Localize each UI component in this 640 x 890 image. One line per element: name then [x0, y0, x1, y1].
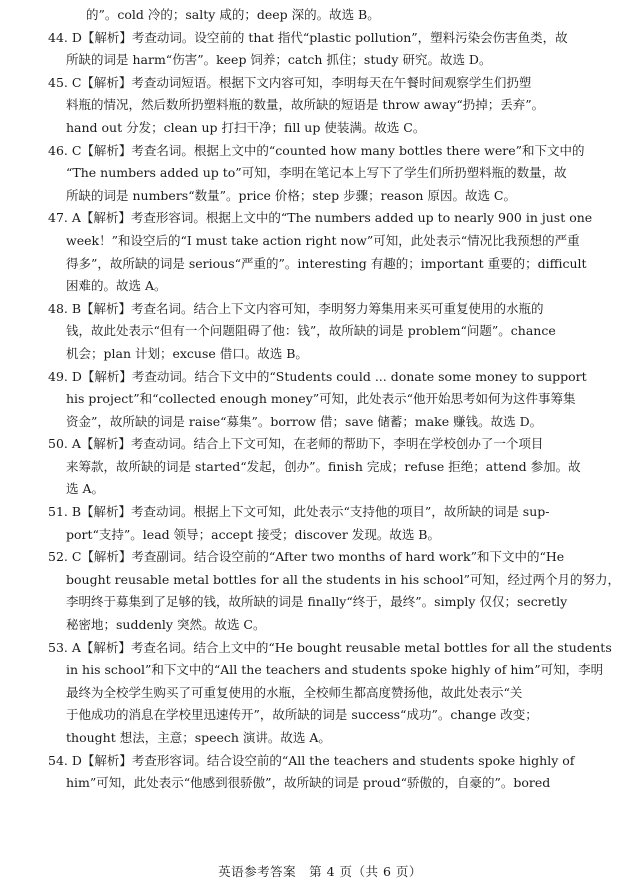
answer-item: [48, 501, 598, 546]
answer-line: 46. C【解析】考查名词。根据上文中的“counted how many bottles there were”和下文中的: [48, 142, 585, 158]
answer-text: [48, 637, 612, 750]
answer-line: 51. B【解析】考查动词。根据上下文可知，此处表示“支持他的项目”，故所缺的词是 sup-: [48, 504, 550, 520]
answer-line: 得多”，故所缺的词是 serious“严重的”。interesting 有趣的；important 重要的；difficult: [66, 255, 587, 271]
answer-line: 47. A【解析】考查形容词。根据上文中的“The numbers added up to nearly 900 in just one: [48, 210, 593, 226]
answer-line: 52. C【解析】考查副词。结合设空前的“After two months of hard work”和下文中的“He: [48, 549, 565, 565]
answer-line: 来筹款，故所缺的词是 started“发起，创办”。finish 完成；refuse 拒绝；attend 参加。故: [66, 458, 581, 474]
answer-item: [48, 546, 621, 636]
answer-line: 资金”，故所缺的词是 raise“募集”。borrow 借；save 储蓄；make 赚钱。故选 D。: [66, 413, 543, 429]
answer-line: bought reusable metal bottles for all the students in his school”可知，经过两个月的努力，: [66, 571, 621, 587]
answer-item: [48, 366, 598, 434]
answer-text: [48, 501, 598, 546]
answer-item: [48, 207, 598, 297]
answer-item: [48, 298, 598, 366]
answer-line: 钱，故此处表示“但有一个问题阻碍了他：钱”，故所缺的词是 problem“问题”。chance: [66, 323, 556, 339]
answer-text: [48, 433, 598, 501]
answer-line: port“支持”。lead 领导；accept 接受；discover 发现。故选 B。: [66, 526, 440, 542]
answer-line: 所缺的词是 harm“伤害”。keep 饲养；catch 抓住；study 研究。故选 D。: [66, 52, 492, 68]
answer-text: [48, 298, 598, 366]
answer-line: thought 想法，主意；speech 演讲。故选 A。: [66, 730, 331, 745]
answer-text: [48, 546, 621, 636]
continued-line: 的”。cold 冷的；salty 咸的；deep 深的。故选 B。: [86, 7, 380, 22]
answer-text: [48, 27, 598, 72]
answer-line: in his school”和下文中的“All the teachers and students spoke highly of him”可知，李明: [66, 662, 604, 678]
answer-line: 49. D【解析】考查动词。结合下文中的“Students could ... donate some money to support: [48, 368, 587, 384]
answer-line: 50. A【解析】考查动词。结合上下文可知，在老师的帮助下，李明在学校创办了一个项目: [48, 436, 544, 452]
answer-item: [48, 27, 598, 72]
answer-line: 困难的。故选 A。: [66, 278, 167, 294]
answer-list: [48, 27, 621, 795]
answer-line: 料瓶的情况，然后数所扔塑料瓶的数量，故所缺的短语是 throw away“扔掉；丢弃”。: [66, 97, 545, 113]
answer-item: [48, 637, 612, 750]
answer-line: 秘密地；suddenly 突然。故选 C。: [66, 617, 266, 633]
answer-item: [48, 750, 598, 795]
answer-line: 所缺的词是 numbers“数量”。price 价格；step 步骤；reason 原因。故选 C。: [66, 187, 516, 203]
answer-line: 44. D【解析】考查动词。设空前的 that 指代“plastic pollution”，塑料污染会伤害鱼类，故: [48, 29, 568, 45]
page-footer: 英语参考答案 第 4 页（共 6 页）: [218, 864, 422, 879]
answer-text: [48, 72, 598, 140]
answer-line: 选 A。: [66, 481, 105, 497]
answer-item: [48, 433, 598, 501]
answer-item: [48, 140, 598, 208]
answer-text: [48, 207, 598, 297]
answer-line: 李明终于募集到了足够的钱，故所缺的词是 finally“终于，最终”。simply 仅仅；secretly: [66, 594, 568, 610]
answer-line: 最终为全校学生购买了可重复使用的水瓶，全校师生都高度赞扬他，故此处表示“关: [66, 684, 523, 700]
answer-item: [48, 72, 598, 140]
answer-line: him”可知，此处表示“他感到很骄傲”，故所缺的词是 proud“骄傲的，自豪的”。bored: [66, 775, 551, 791]
answer-line: week！”和设空后的“I must take action right now”可知，此处表示“情况比我预想的严重: [66, 232, 580, 248]
answer-line: hand out 分发；clean up 打扫干净；fill up 使装满。故选 C。: [66, 119, 426, 135]
answer-line: 53. A【解析】考查名词。结合上文中的“He bought reusable metal bottles for all the students: [48, 639, 612, 655]
answer-text: [48, 366, 598, 434]
answer-line: “The numbers added up to”可知，李明在笔记本上写下了学生们所扔塑料瓶的数量，故: [66, 165, 567, 181]
answer-text: [48, 140, 598, 208]
answer-line: his project”和“collected enough money”可知，此处表示“他开始思考如何为这件事筹集: [66, 391, 576, 407]
answer-line: 45. C【解析】考查动词短语。根据下文内容可知，李明每天在午餐时间观察学生们扔塑: [48, 74, 532, 90]
answer-text: [48, 750, 598, 795]
answer-line: 54. D【解析】考查形容词。结合设空前的“All the teachers and students spoke highly of: [48, 752, 575, 768]
answer-line: 于他成功的消息在学校里迅速传开”，故所缺的词是 success“成功”。change 改变；: [66, 707, 538, 723]
answer-line: 机会；plan 计划；excuse 借口。故选 B。: [66, 345, 308, 361]
answer-line: 48. B【解析】考查名词。结合上下文内容可知，李明努力筹集用来买可重复使用的水瓶的: [48, 300, 544, 316]
